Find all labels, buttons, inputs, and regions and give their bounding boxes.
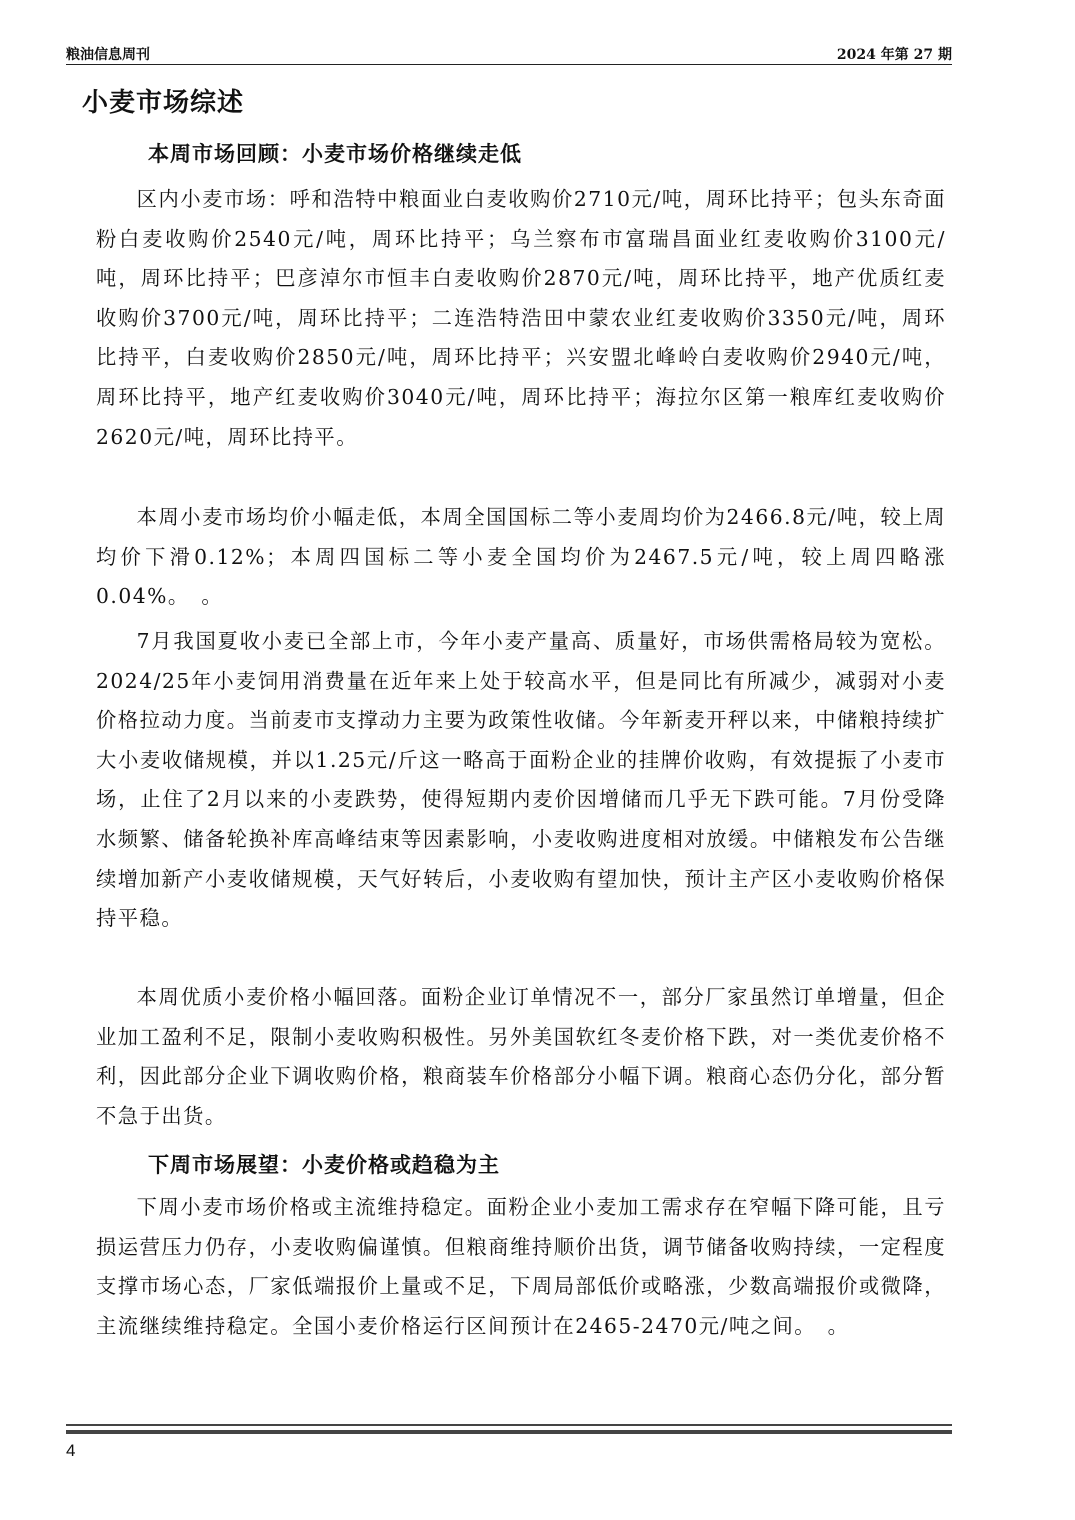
issue-number: 2024 年第 27 期 [836, 47, 952, 63]
publication-name: 粮油信息周刊 [66, 47, 150, 63]
outlook-paragraph-1: 下周小麦市场价格或主流维持稳定。面粉企业小麦加工需求存在窄幅下降可能，且亏损运营压力仍存，小麦收购偏谨慎。但粮商维持顺价出货，调节储备收购持续，一定程度支撑市场心态，厂家低端报价上量或不足，下周局部低价或略涨，少数高端报价或微降，主流继续维持稳定。全国小麦价格运行区间预计在2465-2470元/吨之间。 。 [96, 1195, 946, 1338]
review-paragraph-3: 7月我国夏收小麦已全部上市，今年小麦产量高、质量好，市场供需格局较为宽松。2024/25年小麦饲用消费量在近年来上处于较高水平，但是同比有所减少，减弱对小麦价格拉动力度。当前麦市支撑动力主要为政策性收储。今年新麦开秤以来，中储粮持续扩大小麦收储规模，并以1.25元/斤这一略高于面粉企业的挂牌价收购，有效提振了小麦市场，止住了2月以来的小麦跌势，使得短期内麦价因增储而几乎无下跌可能。7月份受降水频繁、储备轮换补库高峰结束等因素影响，小麦收购进度相对放缓。中储粮发布公告继续增加新产小麦收储规模，天气好转后，小麦收购有望加快，预计主产区小麦收购价格保持平稳。 [96, 629, 946, 931]
review-paragraph-1: 区内小麦市场：呼和浩特中粮面业白麦收购价2710元/吨，周环比持平；包头东奇面粉白麦收购价2540元/吨，周环比持平；乌兰察布市富瑞昌面业红麦收购价3100元/吨，周环比持平；巴彦淖尔市恒丰白麦收购价2870元/吨，周环比持平，地产优质红麦收购价3700元/吨，周环比持平；二连浩特浩田中蒙农业红麦收购价3350元/吨，周环比持平，白麦收购价2850元/吨，周环比持平；兴安盟北峰岭白麦收购价2940元/吨，周环比持平，地产红麦收购价3040元/吨，周环比持平；海拉尔区第一粮库红麦收购价2620元/吨，周环比持平。 [96, 187, 946, 449]
page-number: 4 [66, 1441, 76, 1460]
page-header [66, 40, 952, 65]
review-heading: 本周市场回顾：小麦市场价格继续走低 [148, 142, 522, 166]
review-paragraph-4: 本周优质小麦价格小幅回落。面粉企业订单情况不一，部分厂家虽然订单增量，但企业加工盈利不足，限制小麦收购积极性。另外美国软红冬麦价格下跌，对一类优麦价格不利，因此部分企业下调收购价格，粮商装车价格部分小幅下调。粮商心态仍分化，部分暂不急于出货。 [96, 985, 946, 1128]
outlook-heading: 下周市场展望：小麦价格或趋稳为主 [148, 1153, 500, 1177]
footer-rule [66, 1424, 952, 1436]
review-paragraph-2: 本周小麦市场均价小幅走低，本周全国国标二等小麦周均价为2466.8元/吨，较上周均价下滑0.12%；本周四国标二等小麦全国均价为2467.5元/吨，较上周四略涨0.04%。 。 [96, 505, 946, 609]
section-title: 小麦市场综述 [82, 88, 245, 118]
